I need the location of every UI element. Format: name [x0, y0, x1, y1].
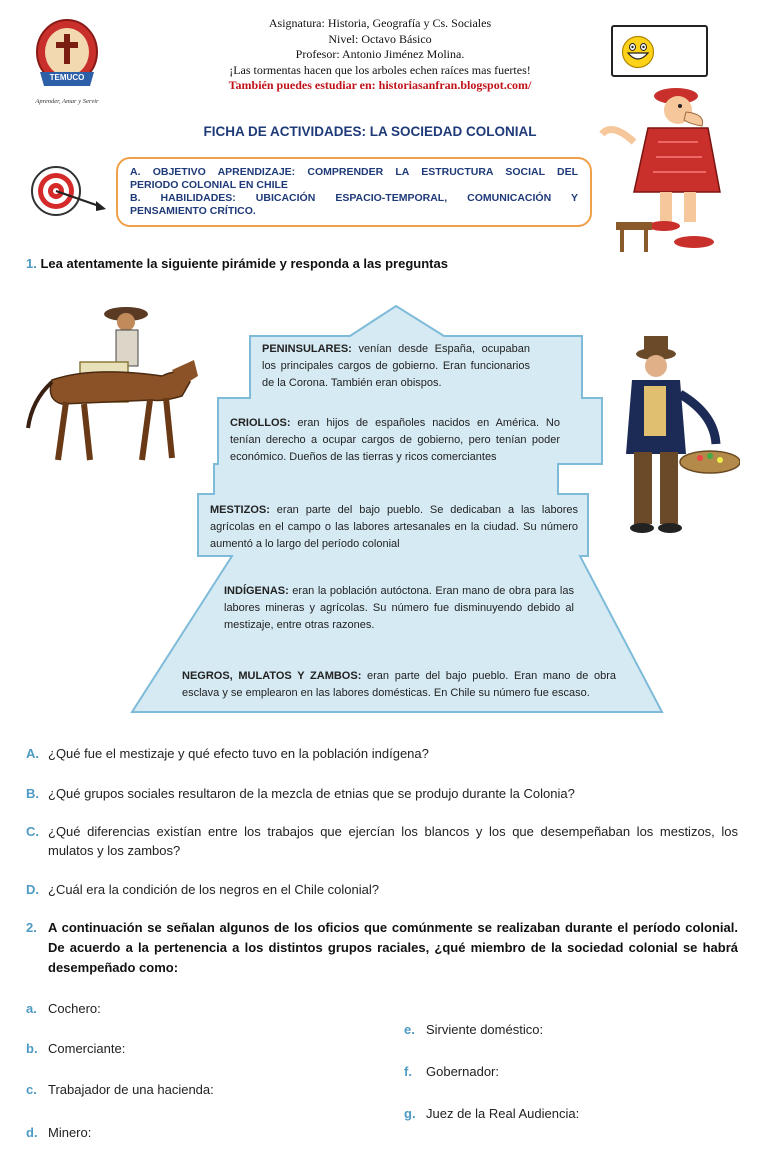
item-a — [26, 1001, 101, 1016]
question-b-label: B. — [26, 786, 39, 801]
pyramid-label-mestizos: MESTIZOS: — [210, 504, 270, 516]
question-d-label: D. — [26, 882, 39, 897]
pyramid-label-indigenas: INDÍGENAS: — [224, 585, 289, 597]
header-subject: Asignatura: Historia, Geografía y Cs. Sociales — [268, 16, 492, 30]
objective-b-line2: PENSAMIENTO CRÍTICO. — [130, 205, 256, 217]
question-a-label: A. — [26, 746, 39, 761]
question-a — [26, 744, 738, 763]
question-b-text: ¿Qué grupos sociales resultaron de la mezcla de etnias que se produjo durante la Colonia? — [48, 786, 575, 801]
item-e — [404, 1022, 543, 1037]
pyramid-label-negros: NEGROS, MULATOS Y ZAMBOS: — [182, 670, 362, 682]
item-g-label: g. — [404, 1106, 416, 1121]
item-f — [404, 1064, 499, 1079]
question-1-number: 1. — [26, 256, 37, 271]
item-a-text: Cochero: — [48, 1001, 101, 1016]
item-d-label: d. — [26, 1125, 38, 1140]
objective-a-line1: A. OBJETIVO APRENDIZAJE: COMPRENDER LA ESTRUCTURA SOCIAL DEL — [130, 166, 578, 178]
pyramid-level-mestizos — [210, 502, 578, 553]
pyramid-label-criollos: CRIOLLOS: — [230, 417, 291, 429]
logo-name: TEMUCO — [49, 73, 85, 82]
question-2-text: A continuación se señalan algunos de los oficios que comúnmente se realizaban durante el período colonial. De acuerdo a la pertenencia a los distintos grupos raciales, ¿qué miembro de la sociedad colonial se habrá desempeñado como: — [48, 920, 738, 975]
item-b-label: b. — [26, 1041, 38, 1056]
question-d — [26, 880, 738, 899]
pyramid-text-peninsulares: venían desde España, ocupaban los principales cargos de gobierno. Eran funcionarios de la Corona. También eran obispos. — [262, 343, 530, 389]
logo-motto: Aprender, Amar y Servir — [35, 98, 99, 105]
question-2-number: 2. — [26, 920, 37, 935]
item-e-text: Sirviente doméstico: — [426, 1022, 544, 1037]
header-level: Nivel: Octavo Básico — [328, 31, 432, 46]
pyramid-label-peninsulares: PENINSULARES: — [262, 343, 352, 355]
objective-b-line1: B. HABILIDADES: UBICACIÓN ESPACIO-TEMPORAL, COMUNICACIÓN Y — [130, 192, 578, 204]
question-c-text: ¿Qué diferencias existían entre los trabajos que ejercían los blancos y los que desempeñaban los mestizos, los mulatos y los zambos? — [48, 824, 738, 858]
item-c-label: c. — [26, 1082, 37, 1097]
question-c-label: C. — [26, 824, 39, 839]
header-teacher: Profesor: Antonio Jiménez Molina. — [295, 47, 465, 61]
pyramid-text-indigenas: eran la población autóctona. Eran mano de obra para las labores mineras y agrícolas. Su número fue disminuyendo debido al mestizaje, entre otras razones. — [224, 585, 574, 631]
item-c-text: Trabajador de una hacienda: — [48, 1082, 214, 1097]
item-f-text: Gobernador: — [426, 1064, 499, 1079]
item-f-label: f. — [404, 1064, 412, 1079]
question-1-text: Lea atentamente la siguiente pirámide y responda a las preguntas — [40, 256, 448, 271]
page-title: FICHA DE ACTIVIDADES: LA SOCIEDAD COLONIAL — [203, 124, 537, 139]
header-quote: ¡Las tormentas hacen que los arboles echen raíces mas fuertes! — [229, 62, 531, 77]
pyramid-level-negros — [182, 668, 616, 702]
pyramid-level-peninsulares — [262, 341, 530, 392]
pyramid-level-indigenas — [224, 583, 574, 634]
pyramid-text-negros: eran parte del bajo pueblo. Eran mano de obra esclava y se emplearon en las labores domésticas. En Chile su número fue escaso. — [182, 670, 616, 699]
item-b-text: Comerciante: — [48, 1041, 126, 1056]
question-2 — [26, 918, 738, 978]
header-blog: También puedes estudiar en: historiasanfran.blogspot.com/ — [228, 78, 532, 92]
pyramid-text-mestizos: eran parte del bajo pueblo. Se dedicaban a las labores agrícolas en el campo o las labores artesanales en la ciudad. Su número aumentó a lo largo del período colonial — [210, 504, 578, 550]
question-a-text: ¿Qué fue el mestizaje y qué efecto tuvo en la población indígena? — [48, 746, 429, 761]
item-b — [26, 1041, 125, 1056]
item-g-text: Juez de la Real Audiencia: — [426, 1106, 580, 1121]
item-c — [26, 1082, 214, 1097]
objective-a-line2: PERIODO COLONIAL EN CHILE — [130, 179, 288, 191]
item-d — [26, 1125, 91, 1140]
item-d-text: Minero: — [48, 1125, 92, 1140]
question-c — [26, 822, 738, 860]
item-a-label: a. — [26, 1001, 37, 1016]
pyramid-level-criollos — [230, 415, 560, 466]
item-g — [404, 1106, 579, 1121]
pyramid-text-criollos: eran hijos de españoles nacidos en América. No tenían derecho a ocupar cargos de gobierno, pero tenían poder económico. Dueños de las tierras y ricos comerciantes — [230, 417, 560, 463]
question-b — [26, 784, 738, 803]
item-e-label: e. — [404, 1022, 415, 1037]
question-d-text: ¿Cuál era la condición de los negros en el Chile colonial? — [48, 882, 379, 897]
